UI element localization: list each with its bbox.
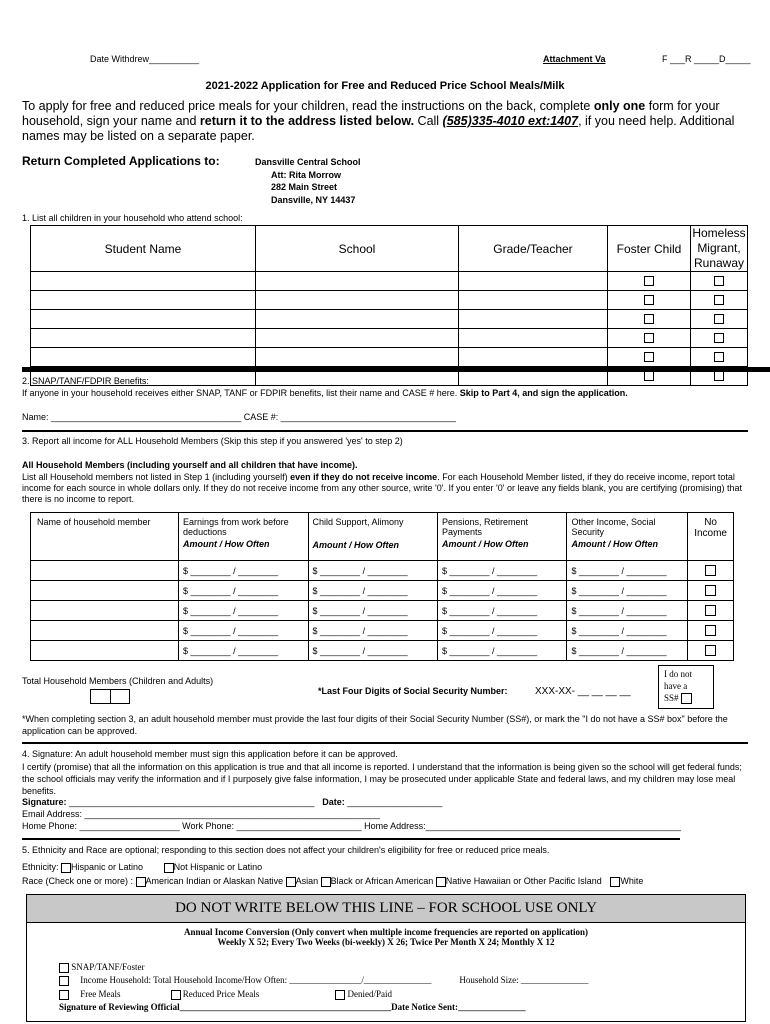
income-amount-cell[interactable]: $ ________ / ________ <box>567 621 688 641</box>
step3-text-1: List all Household members not listed in Step 1 (including yourself) <box>22 472 291 482</box>
step4-certification: I certify (promise) that all the information on this application is true and that all income is reported. I understand that the information is being given so the school will get federal funds; the school officials may verify the information and if I purposely give false information, I may be prosecuted under applicable State and federal laws, and my children may lose meal benefits. <box>22 762 742 796</box>
race-option: White <box>620 876 644 886</box>
intro-text-1: To apply for free and reduced price meals for your children, read the instructions on the back, complete <box>22 99 594 113</box>
race-checkbox[interactable] <box>136 877 146 887</box>
intro-text-3: Call <box>414 114 443 128</box>
step4-label: 4. Signature: An adult household member must sign this application before it can be approved. <box>22 749 398 759</box>
checkbox[interactable] <box>714 314 724 324</box>
other-income-label: Other Income, Social Security <box>571 517 656 537</box>
income-amount-cell[interactable]: $ ________ / ________ <box>567 601 688 621</box>
table-row <box>31 601 734 621</box>
ethnicity-label: Ethnicity: <box>22 862 62 872</box>
foster-child-cell[interactable] <box>608 329 691 348</box>
no-income-checkbox[interactable] <box>705 585 716 596</box>
conversion-title: Annual Income Conversion (Only convert when multiple income frequencies are reported on application) <box>184 927 588 937</box>
income-amount-cell[interactable]: $ ________ / ________ <box>308 581 437 601</box>
income-row <box>59 975 588 986</box>
section-divider <box>22 838 680 840</box>
snap-row <box>59 962 145 973</box>
school-cell[interactable] <box>256 310 459 329</box>
checkbox[interactable] <box>714 295 724 305</box>
frd-codes: F ___R _____D_____ <box>662 54 751 64</box>
step3-heading: All Household Members (including yourself and all children that have income). <box>22 460 358 470</box>
homeless-cell[interactable] <box>691 272 748 291</box>
step2-label: 2. SNAP/TANF/FDPIR Benefits: <box>22 376 149 386</box>
school-cell[interactable] <box>256 291 459 310</box>
address-line: Dansville, NY 14437 <box>271 194 356 205</box>
address-line: Att: Rita Morrow <box>271 169 341 180</box>
income-table-header <box>31 513 734 561</box>
no-ssn-text: I do not <box>664 669 692 679</box>
income-amount-cell[interactable]: $ ________ / ________ <box>567 641 688 661</box>
table-row <box>31 621 734 641</box>
member-name-cell[interactable] <box>31 601 179 621</box>
income-amount-cell[interactable]: $ ________ / ________ <box>308 561 437 581</box>
student-name-cell[interactable] <box>31 272 256 291</box>
income-amount-cell[interactable]: $ ________ / ________ <box>437 621 566 641</box>
amount-how-often: Amount / How Often <box>312 540 400 550</box>
form-title: 2021-2022 Application for Free and Reduced Price School Meals/Milk <box>205 80 565 92</box>
checkbox[interactable] <box>714 333 724 343</box>
attachment-label: Attachment Va <box>543 54 606 64</box>
step5-label: 5. Ethnicity and Race are optional; responding to this section does not affect your children's eligibility for free or reduced price meals. <box>22 845 550 855</box>
no-income-cell[interactable] <box>688 601 734 621</box>
income-amount-cell[interactable]: $ ________ / ________ <box>179 621 308 641</box>
foster-child-cell[interactable] <box>608 291 691 310</box>
checkbox[interactable] <box>644 314 654 324</box>
no-income-checkbox[interactable] <box>705 605 716 616</box>
member-name-cell[interactable] <box>31 641 179 661</box>
no-ssn-text: SS# <box>664 693 679 703</box>
grade-teacher-cell[interactable] <box>459 291 608 310</box>
race-option: Black or African American <box>330 876 434 886</box>
income-amount-cell[interactable]: $ ________ / ________ <box>437 561 566 581</box>
not-hispanic-checkbox[interactable] <box>164 863 174 873</box>
no-ssn-checkbox[interactable] <box>681 693 692 704</box>
step3-instructions <box>22 472 750 505</box>
header-homeless: Homeless Migrant, Runaway <box>692 226 746 270</box>
income-amount-cell[interactable]: $ ________ / ________ <box>567 581 688 601</box>
table-row <box>31 348 748 367</box>
table-row <box>31 291 748 310</box>
race-option: Native Hawaiian or Other Pacific Island <box>445 876 602 886</box>
return-to-colon: : <box>215 154 220 168</box>
no-income-cell[interactable] <box>688 581 734 601</box>
ethnicity-row <box>22 862 262 873</box>
intro-return-it: return it to the address listed below. <box>199 114 415 128</box>
step3-label: 3. Report all income for ALL Household Members (Skip this step if you answered 'yes' to step 2) <box>22 436 403 446</box>
income-amount-cell[interactable]: $ ________ / ________ <box>308 621 437 641</box>
home-address-field[interactable]: Home Address:___________________________________________________ <box>361 821 681 831</box>
intro-paragraph <box>22 99 752 144</box>
no-ssn-box <box>658 665 714 709</box>
member-name-cell[interactable] <box>31 561 179 581</box>
return-address <box>255 156 361 206</box>
snap-checkbox[interactable] <box>59 963 69 973</box>
checkbox[interactable] <box>714 352 724 362</box>
snap-name-case-line[interactable]: Name: ______________________________________ CASE #: ___________________________________ <box>22 412 456 422</box>
children-table <box>30 225 748 386</box>
earnings-label: Earnings from work before deductions <box>183 517 289 537</box>
table-row <box>31 561 734 581</box>
race-row <box>22 876 643 887</box>
income-household-label: Income Household: Total Household Income/How Often: ________________/_______________ <box>80 975 432 985</box>
denied-checkbox[interactable] <box>335 990 345 1000</box>
income-amount-cell[interactable]: $ ________ / ________ <box>179 641 308 661</box>
date-withdrew: Date Withdrew__________ <box>90 54 200 64</box>
child-support-label: Child Support, Alimony <box>312 517 404 527</box>
income-amount-cell[interactable]: $ ________ / ________ <box>437 581 566 601</box>
notice-label: Date Notice Sent: <box>391 1002 459 1012</box>
step1-label: 1. List all children in your household who attend school: <box>22 213 243 223</box>
denied-label: Denied/Paid <box>347 989 392 999</box>
hispanic-label: Hispanic or Latino <box>71 862 144 872</box>
checkbox[interactable] <box>644 276 654 286</box>
no-income-cell[interactable] <box>688 561 734 581</box>
income-amount-cell[interactable]: $ ________ / ________ <box>308 601 437 621</box>
income-amount-cell[interactable]: $ ________ / ________ <box>308 641 437 661</box>
no-income-cell[interactable] <box>688 621 734 641</box>
return-to-text: Return Completed Applications to <box>22 154 216 168</box>
header-school: School <box>256 226 459 272</box>
income-amount-cell[interactable]: $ ________ / ________ <box>179 561 308 581</box>
not-hispanic-label: Not Hispanic or Latino <box>173 862 263 872</box>
step3-text-bold: even if they do not receive income <box>290 472 438 482</box>
date-line[interactable]: ___________________ <box>344 797 443 807</box>
amount-how-often: Amount / How Often <box>183 539 270 549</box>
header-other-income <box>567 513 688 561</box>
section-divider <box>22 430 748 432</box>
header-earnings <box>179 513 308 561</box>
signature-row <box>22 797 442 807</box>
signature-label: Signature: <box>22 797 67 807</box>
determination-row <box>59 989 392 1000</box>
school-cell[interactable] <box>256 329 459 348</box>
step2-skip-note: Skip to Part 4, and sign the application. <box>459 388 628 398</box>
table-row <box>31 329 748 348</box>
race-option: American Indian or Alaskan Native <box>145 876 284 886</box>
income-amount-cell[interactable]: $ ________ / ________ <box>437 601 566 621</box>
intro-only-one: only one <box>593 99 646 113</box>
official-row <box>59 1002 526 1012</box>
student-name-cell[interactable] <box>31 291 256 310</box>
intro-text-2: form for your household, sign your name and <box>22 99 720 128</box>
help-phone-number: (585)335-4010 ext:1407 <box>442 114 579 128</box>
date-label: Date: <box>322 797 345 807</box>
school-cell[interactable] <box>256 348 459 367</box>
header-foster-child: Foster Child <box>608 226 691 272</box>
race-option: Asian <box>295 876 319 886</box>
income-amount-cell[interactable]: $ ________ / ________ <box>179 601 308 621</box>
table-row <box>31 310 748 329</box>
foster-child-cell[interactable] <box>608 310 691 329</box>
snap-label: SNAP/TANF/Foster <box>71 962 145 972</box>
checkbox[interactable] <box>714 276 724 286</box>
free-label: Free Meals <box>80 989 121 999</box>
official-line[interactable]: _______________________________________________ <box>179 1002 392 1012</box>
checkbox[interactable] <box>644 352 654 362</box>
reduced-label: Reduced Price Meals <box>182 989 260 999</box>
home-phone-field[interactable]: Home Phone: ____________________ <box>22 821 180 831</box>
amount-how-often: Amount / How Often <box>571 539 658 549</box>
checkbox[interactable] <box>644 295 654 305</box>
address-line: Dansville Central School <box>255 157 361 167</box>
student-name-cell[interactable] <box>31 310 256 329</box>
race-checkbox[interactable] <box>436 877 446 887</box>
checkbox[interactable] <box>644 371 654 381</box>
income-amount-cell[interactable]: $ ________ / ________ <box>179 581 308 601</box>
section-divider <box>22 742 748 744</box>
step2-text <box>22 388 628 398</box>
section-divider <box>22 367 770 372</box>
race-checkbox[interactable] <box>610 877 620 887</box>
children-table-header <box>31 226 748 272</box>
member-name-cell[interactable] <box>31 581 179 601</box>
pensions-label: Pensions, Retirement Payments <box>441 517 529 537</box>
grade-teacher-cell[interactable] <box>459 329 608 348</box>
school-use-box <box>26 894 746 1022</box>
grade-teacher-cell[interactable] <box>459 310 608 329</box>
checkbox[interactable] <box>644 333 654 343</box>
free-checkbox[interactable] <box>59 990 69 1000</box>
ssn-note: *When completing section 3, an adult household member must provide the last four digits of their Social Security Number (SS#), or mark the "I do not have a SS# box" before the application can be approved. <box>22 714 728 736</box>
signature-line[interactable]: _________________________________________________ <box>66 797 315 807</box>
member-name-cell[interactable] <box>31 621 179 641</box>
no-income-cell[interactable] <box>688 641 734 661</box>
table-row <box>31 272 748 291</box>
header-no-income: No Income <box>688 513 734 561</box>
homeless-cell[interactable] <box>691 310 748 329</box>
grade-teacher-cell[interactable] <box>459 272 608 291</box>
student-name-cell[interactable] <box>31 348 256 367</box>
income-amount-cell[interactable]: $ ________ / ________ <box>567 561 688 581</box>
foster-child-cell[interactable] <box>608 348 691 367</box>
email-field[interactable]: Email Address: ___________________________________________________________ <box>22 809 380 819</box>
race-checkbox[interactable] <box>321 877 331 887</box>
student-name-cell[interactable] <box>31 329 256 348</box>
income-amount-cell[interactable]: $ ________ / ________ <box>437 641 566 661</box>
homeless-cell[interactable] <box>691 291 748 310</box>
notice-line[interactable]: _______________ <box>458 1002 526 1012</box>
household-size: Household Size: _______________ <box>459 975 589 985</box>
amount-how-often: Amount / How Often <box>441 539 529 549</box>
address-line: 282 Main Street <box>271 182 338 192</box>
reduced-checkbox[interactable] <box>171 990 181 1000</box>
hispanic-checkbox[interactable] <box>61 863 71 873</box>
ssn-field[interactable]: XXX-XX- __ __ __ __ <box>535 686 631 697</box>
return-to-label <box>22 154 220 168</box>
no-income-checkbox[interactable] <box>705 625 716 636</box>
school-cell[interactable] <box>256 272 459 291</box>
step2-instructions: If anyone in your household receives either SNAP, TANF or FDPIR benefits, list their name and CASE # here. <box>22 388 460 398</box>
phone-address-row <box>22 821 681 831</box>
step3-text-2: . For each Household Member listed, if they do receive income, report total income for each source in whole dollars only. If they do not receive income from any other source, write '0'. If you enter '0' or leave any fields blank, you are certifying (promising) that there is no income to report. <box>22 472 743 504</box>
no-ssn-text: have a <box>664 681 688 691</box>
table-row <box>31 641 734 661</box>
table-row <box>31 581 734 601</box>
race-label: Race (Check one or more) : <box>22 876 136 886</box>
income-household-checkbox[interactable] <box>59 976 69 986</box>
header-student-name: Student Name <box>31 226 256 272</box>
homeless-cell[interactable] <box>691 348 748 367</box>
no-income-checkbox[interactable] <box>705 565 716 576</box>
conversion-rules: Weekly X 52; Every Two Weeks (bi-weekly) X 26; Twice Per Month X 24; Monthly X 12 <box>217 937 555 947</box>
ssn-label: *Last Four Digits of Social Security Number: <box>318 686 508 696</box>
work-phone-field[interactable]: Work Phone: _________________________ <box>179 821 362 831</box>
income-table <box>30 512 734 661</box>
no-income-checkbox[interactable] <box>705 645 716 656</box>
header-child-support <box>308 513 437 561</box>
header-member-name: Name of household member <box>31 513 179 561</box>
foster-child-cell[interactable] <box>608 272 691 291</box>
checkbox[interactable] <box>714 371 724 381</box>
official-label: Signature of Reviewing Official <box>59 1002 180 1012</box>
intro-text-4: , if you need help. Additional names may be listed on a separate paper. <box>22 114 735 143</box>
race-checkbox[interactable] <box>286 877 296 887</box>
total-members-label: Total Household Members (Children and Adults) <box>22 676 214 686</box>
header-grade-teacher: Grade/Teacher <box>459 226 608 272</box>
header-pensions <box>437 513 566 561</box>
total-members-field[interactable] <box>90 689 130 704</box>
homeless-cell[interactable] <box>691 329 748 348</box>
school-use-banner: DO NOT WRITE BELOW THIS LINE – FOR SCHOOL USE ONLY <box>27 895 745 923</box>
grade-teacher-cell[interactable] <box>459 348 608 367</box>
